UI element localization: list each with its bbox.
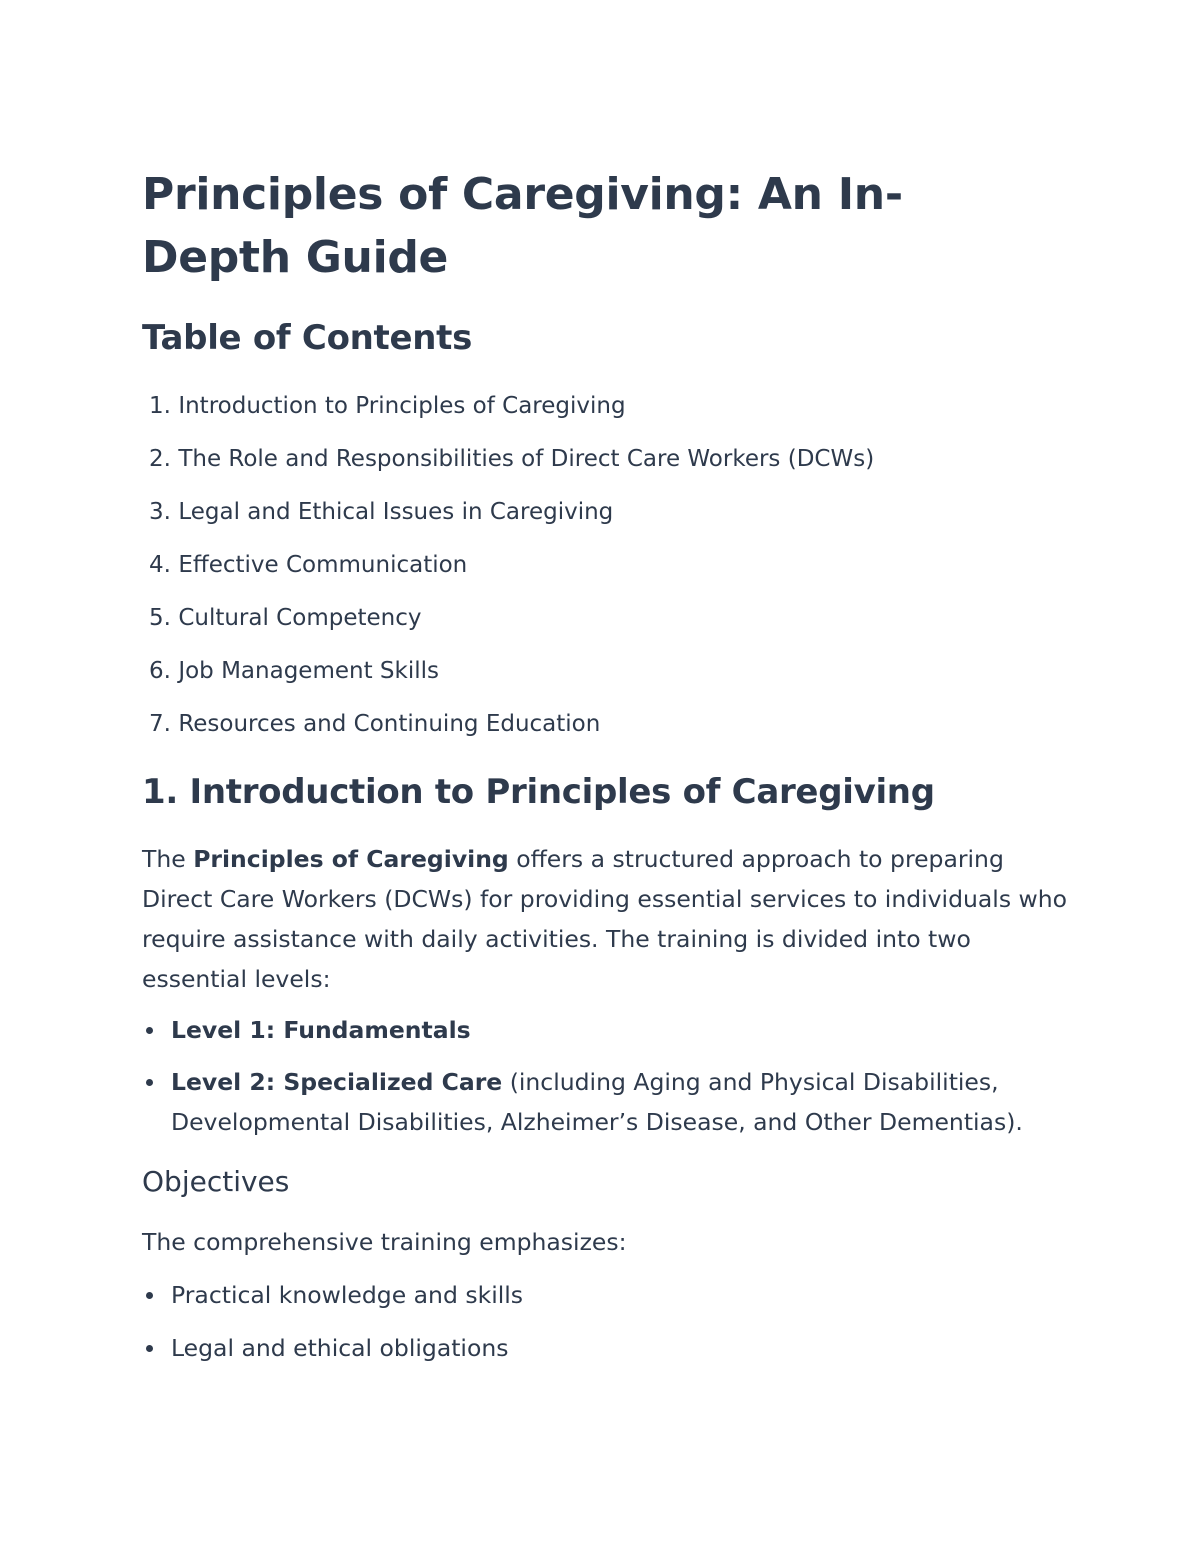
toc-item-label: Job Management Skills	[178, 658, 439, 684]
intro-prefix: The	[142, 845, 194, 873]
bullet-icon	[146, 1079, 153, 1086]
toc-item-number: 2.	[149, 446, 171, 472]
section-heading-introduction: 1. Introduction to Principles of Caregiving	[142, 772, 935, 812]
document-title: Principles of Caregiving: An In-Depth Guide	[142, 169, 903, 283]
toc-item-number: 3.	[149, 499, 171, 525]
level-title: Level 1: Fundamentals	[171, 1016, 471, 1044]
list-item	[142, 1275, 523, 1315]
toc-heading: Table of Contents	[142, 318, 473, 358]
toc-item-label: Resources and Continuing Education	[178, 711, 601, 737]
table-of-contents	[142, 388, 874, 759]
toc-item-label: Effective Communication	[178, 552, 468, 578]
toc-item-number: 1.	[149, 393, 171, 419]
level-description: (including Aging and Physical Disabilities, Developmental Disabilities, Alzheimer’s Disease, and Other Dementias).	[171, 1068, 1023, 1136]
toc-item-label: The Role and Responsibilities of Direct Care Workers (DCWs)	[178, 446, 875, 472]
objective-text: Practical knowledge and skills	[171, 1281, 524, 1309]
toc-item-number: 7.	[149, 711, 171, 737]
objectives-heading: Objectives	[142, 1165, 290, 1198]
intro-bold-term: Principles of Caregiving	[193, 845, 509, 873]
toc-item	[142, 547, 874, 600]
toc-item-label: Legal and Ethical Issues in Caregiving	[178, 499, 614, 525]
objectives-intro: The comprehensive training emphasizes:	[142, 1228, 627, 1256]
bullet-icon	[146, 1345, 153, 1352]
objective-text: Legal and ethical obligations	[171, 1334, 509, 1362]
toc-item	[142, 600, 874, 653]
bullet-icon	[146, 1292, 153, 1299]
objectives-list	[142, 1275, 523, 1368]
list-item	[142, 1328, 523, 1368]
toc-item-label: Cultural Competency	[178, 605, 422, 631]
toc-item	[142, 494, 874, 547]
bullet-icon	[146, 1027, 153, 1034]
toc-item-number: 5.	[149, 605, 171, 631]
intro-text: offers a structured approach to preparing Direct Care Workers (DCWs) for providing essential services to individuals who require assistance with daily activities. The training is divided into two essential levels:	[142, 845, 1068, 993]
toc-item-label: Introduction to Principles of Caregiving	[178, 393, 626, 419]
training-levels-list	[142, 1010, 1072, 1142]
level-title: Level 2: Specialized Care	[171, 1068, 503, 1096]
list-item	[142, 1010, 1072, 1050]
toc-item-number: 4.	[149, 552, 171, 578]
toc-item	[142, 441, 874, 494]
toc-item	[142, 388, 874, 441]
toc-item	[142, 706, 874, 759]
toc-item-number: 6.	[149, 658, 171, 684]
toc-item	[142, 653, 874, 706]
intro-paragraph	[142, 839, 1072, 999]
list-item	[142, 1062, 1072, 1142]
